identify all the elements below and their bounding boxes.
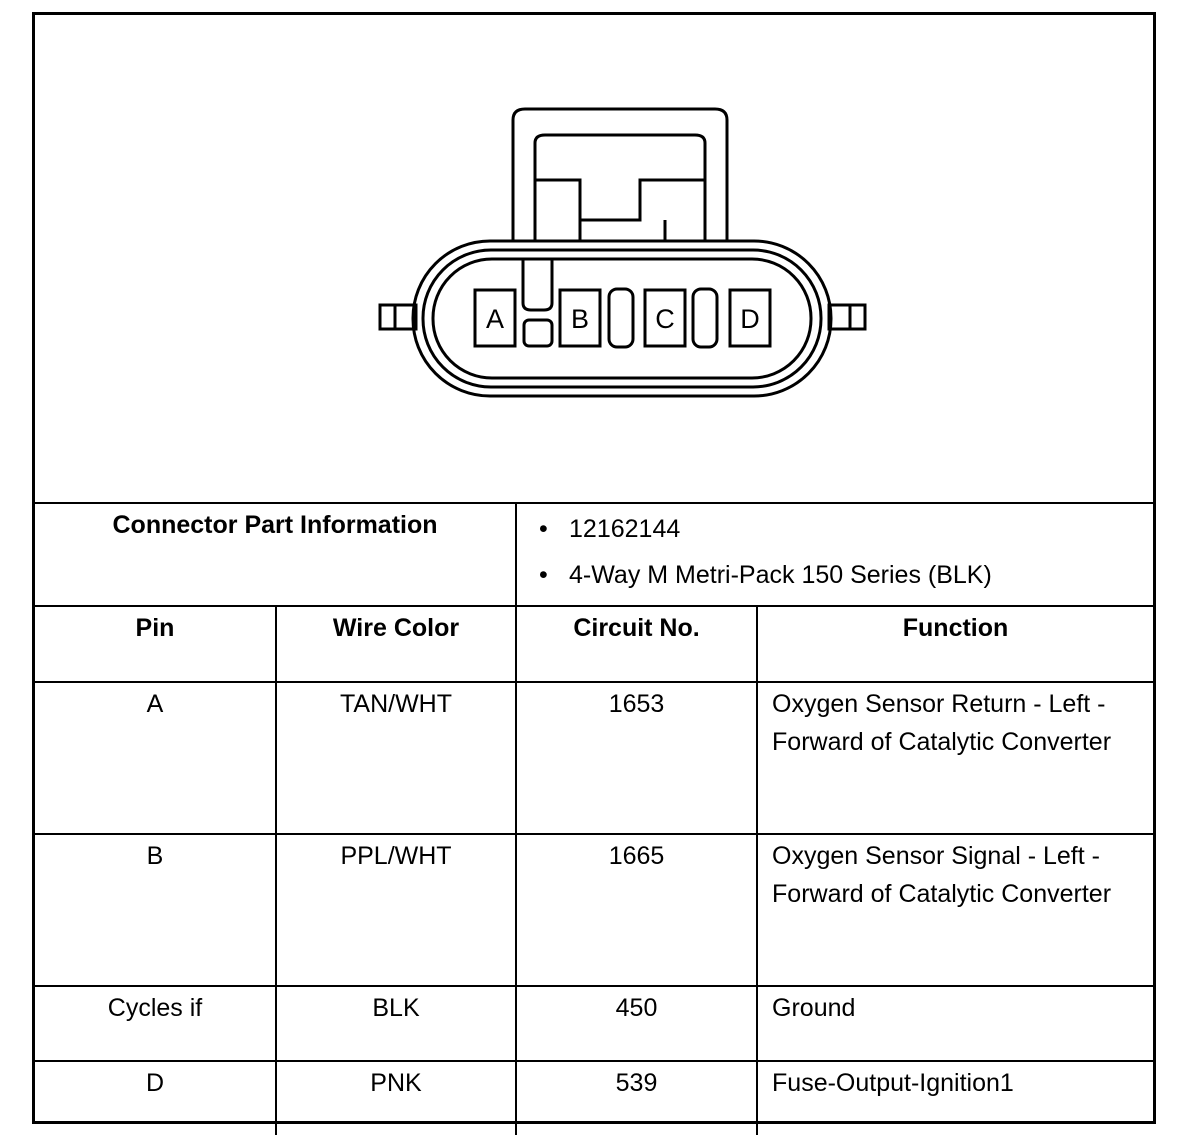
pin-label-d: D [740,304,760,334]
wire-color-cell: BLK [276,986,516,1061]
connector-diagram [35,15,1153,505]
circuit-cell: 539 [516,1061,757,1135]
divider-rib-1 [609,289,633,347]
part-info-label: Connector Part Information [35,503,516,606]
connector-illustration [35,15,1153,505]
pin-cell: Cycles if [35,986,276,1061]
table-row [35,1061,1153,1135]
wire-color-cell: PNK [276,1061,516,1135]
pin-cell: A [35,682,276,834]
connector-body-middle [423,250,821,387]
function-cell: Oxygen Sensor Return - Left - Forward of Catalytic Converter [757,682,1153,834]
locking-tab [513,109,727,242]
connector-table [35,502,1153,1135]
header-wire-color: Wire Color [276,606,516,682]
header-function: Function [757,606,1153,682]
key-slot [523,259,552,310]
table-header-row [35,606,1153,682]
part-number: • 12162144 [539,506,1153,552]
part-info-list [517,504,1153,598]
connector-frame [32,12,1156,1124]
table-row [35,682,1153,834]
side-ear-right [829,305,865,329]
pin-label-a: A [485,304,505,334]
side-ear-left [380,305,416,329]
wire-color-cell: TAN/WHT [276,682,516,834]
function-cell: Fuse-Output-Ignition1 [757,1061,1153,1135]
pin-label-c: C [655,304,675,334]
circuit-cell: 450 [516,986,757,1061]
function-cell: Oxygen Sensor Signal - Left - Forward of Catalytic Converter [757,834,1153,986]
part-info-values [516,503,1153,606]
part-info-row [35,503,1153,606]
pin-cell: B [35,834,276,986]
wire-color-cell: PPL/WHT [276,834,516,986]
pin-label-b: B [570,304,590,334]
key-block [524,320,552,346]
circuit-cell: 1653 [516,682,757,834]
table-row [35,986,1153,1061]
header-pin: Pin [35,606,276,682]
circuit-cell: 1665 [516,834,757,986]
part-series: • 4-Way M Metri-Pack 150 Series (BLK) [539,552,1153,598]
pin-cell: D [35,1061,276,1135]
header-circuit-no: Circuit No. [516,606,757,682]
table-row [35,834,1153,986]
divider-rib-2 [693,289,717,347]
function-cell: Ground [757,986,1153,1061]
